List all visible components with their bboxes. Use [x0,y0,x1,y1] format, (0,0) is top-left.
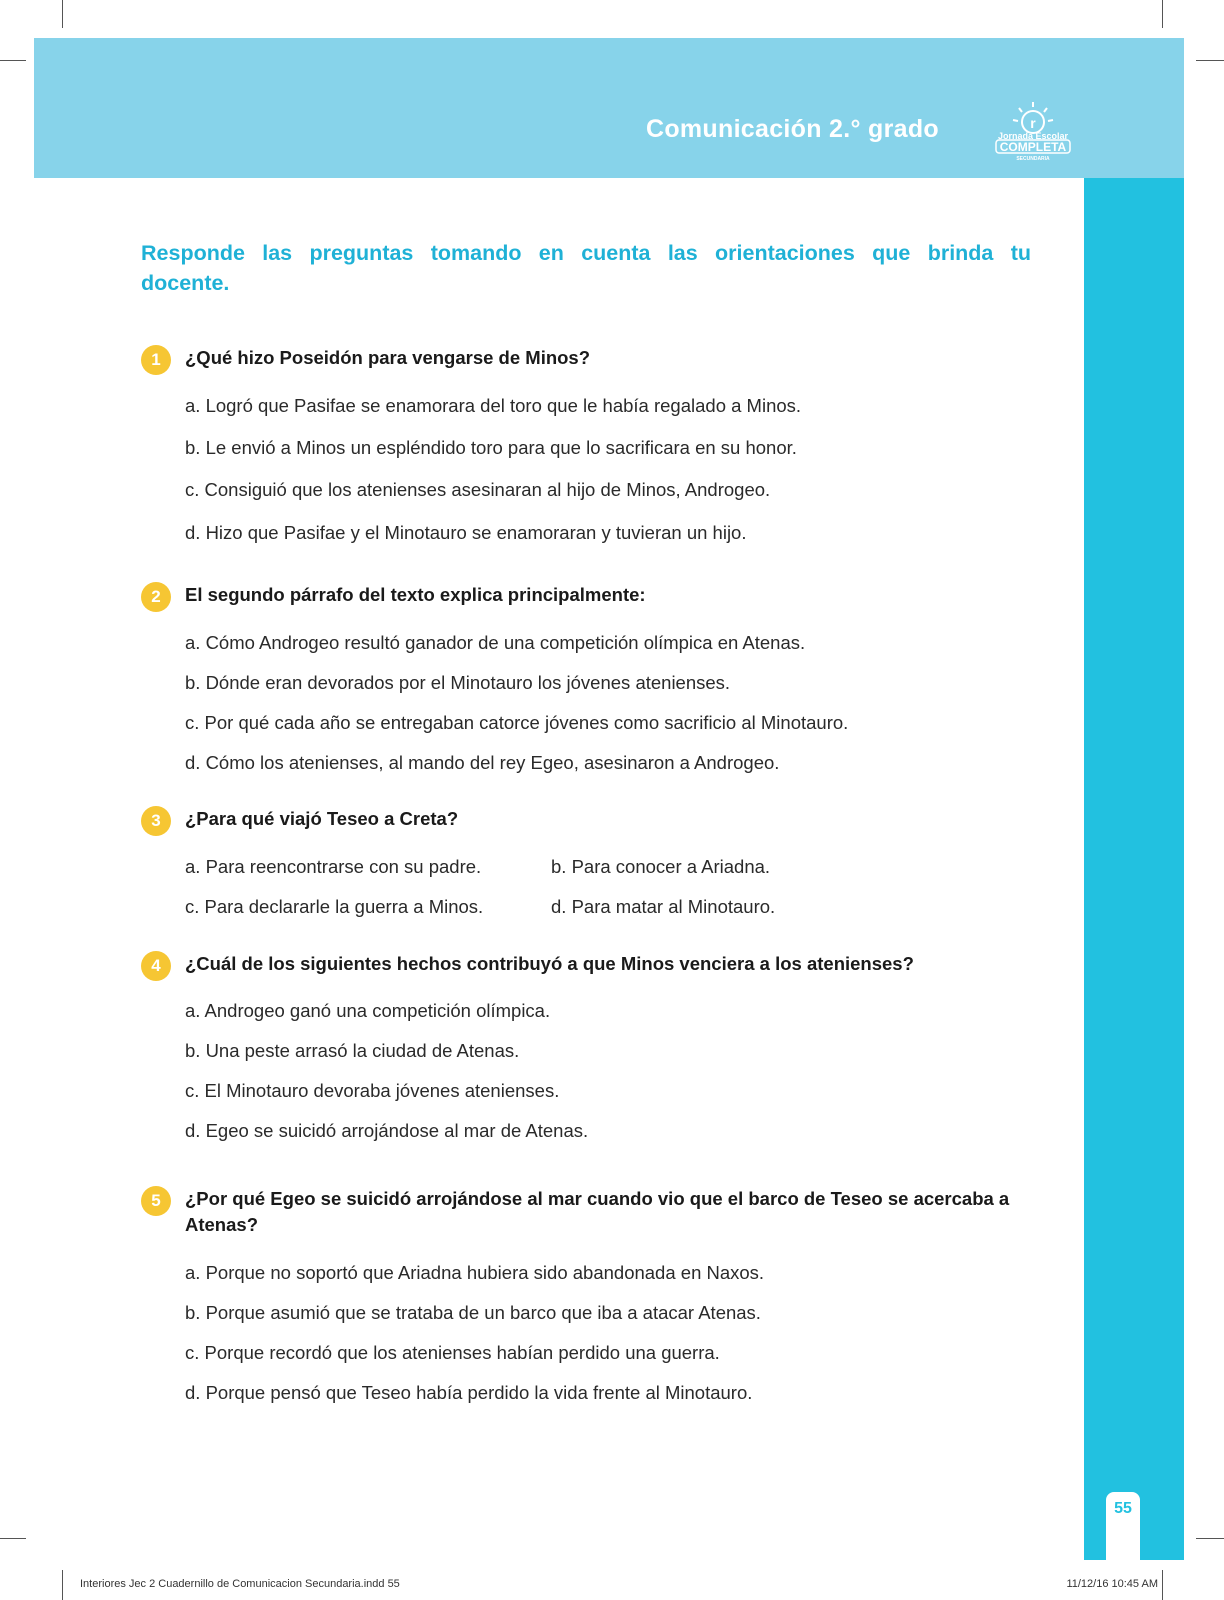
footer-filename: Interiores Jec 2 Cuadernillo de Comunicacion Secundaria.indd 55 [80,1578,400,1590]
logo-text: Jornada Escolar [997,131,1069,141]
option-item: d. Para matar al Minotauro. [551,896,776,917]
svg-text:r: r [1030,115,1036,131]
side-band [1084,178,1184,1560]
crop-mark [1162,0,1163,28]
option-item: a. Cómo Androgeo resultó ganador de una competición olímpica en Atenas. [185,632,806,653]
logo-small-text: SECUNDARIA [1016,156,1050,162]
question-number-badge: 3 [141,806,171,836]
option-item: d. Porque pensó que Teseo había perdido la vida frente al Minotauro. [185,1382,753,1403]
footer-timestamp: 11/12/16 10:45 AM [1066,1578,1158,1590]
page-number: 55 [1114,1500,1132,1517]
option-item: a. Para reencontrarse con su padre. [185,856,482,877]
question-text: ¿Por qué Egeo se suicidó arrojándose al mar cuando vio que el barco de Teseo se acercaba a Atenas? [185,1188,1010,1235]
question-text: El segundo párrafo del texto explica principalmente: [185,584,646,605]
question-number-badge: 2 [141,582,171,612]
crop-mark [1162,1570,1163,1600]
crop-mark [0,1538,26,1539]
question-text: ¿Para qué viajó Teseo a Creta? [185,808,459,829]
crop-mark [62,0,63,28]
question-number-badge: 4 [141,951,171,981]
instruction-text: Responde las preguntas tomando en cuenta las orientaciones que brinda tu docente. [141,241,1031,295]
question-number-badge: 1 [141,345,171,375]
option-item: c. Porque recordó que los atenienses habían perdido una guerra. [185,1342,720,1363]
option-item: b. Para conocer a Ariadna. [551,856,771,877]
option-item: c. Por qué cada año se entregaban catorce jóvenes como sacrificio al Minotauro. [185,712,849,733]
option-item: b. Le envió a Minos un espléndido toro para que lo sacrificara en su honor. [185,437,797,458]
option-item: a. Porque no soportó que Ariadna hubiera sido abandonada en Naxos. [185,1262,765,1283]
question-text: ¿Cuál de los siguientes hechos contribuyó a que Minos venciera a los atenienses? [185,953,914,974]
option-item: b. Dónde eran devorados por el Minotauro los jóvenes atenienses. [185,672,731,693]
jec-logo [990,100,1076,162]
option-item: d. Egeo se suicidó arrojándose al mar de Atenas. [185,1120,589,1141]
option-item: c. Consiguió que los atenienses asesinaran al hijo de Minos, Androgeo. [185,479,771,500]
option-item: b. Porque asumió que se trataba de un barco que iba a atacar Atenas. [185,1302,761,1323]
option-item: b. Una peste arrasó la ciudad de Atenas. [185,1040,520,1061]
question-text: ¿Qué hizo Poseidón para vengarse de Minos? [185,347,591,368]
option-item: a. Androgeo ganó una competición olímpica. [185,1000,551,1021]
option-item: d. Cómo los atenienses, al mando del rey Egeo, asesinaron a Androgeo. [185,752,780,773]
crop-mark [1196,1538,1224,1539]
option-item: c. El Minotauro devoraba jóvenes atenienses. [185,1080,560,1101]
question-number-badge: 5 [141,1186,171,1216]
option-item: d. Hizo que Pasifae y el Minotauro se enamoraran y tuvieran un hijo. [185,522,747,543]
option-item: c. Para declararle la guerra a Minos. [185,896,484,917]
crop-mark [1196,60,1224,61]
crop-mark [62,1570,63,1600]
logo-big-text: COMPLETA [999,140,1067,154]
header-title: Comunicación 2.° grado [645,115,939,143]
crop-mark [0,60,26,61]
option-item: a. Logró que Pasifae se enamorara del toro que le había regalado a Minos. [185,395,802,416]
